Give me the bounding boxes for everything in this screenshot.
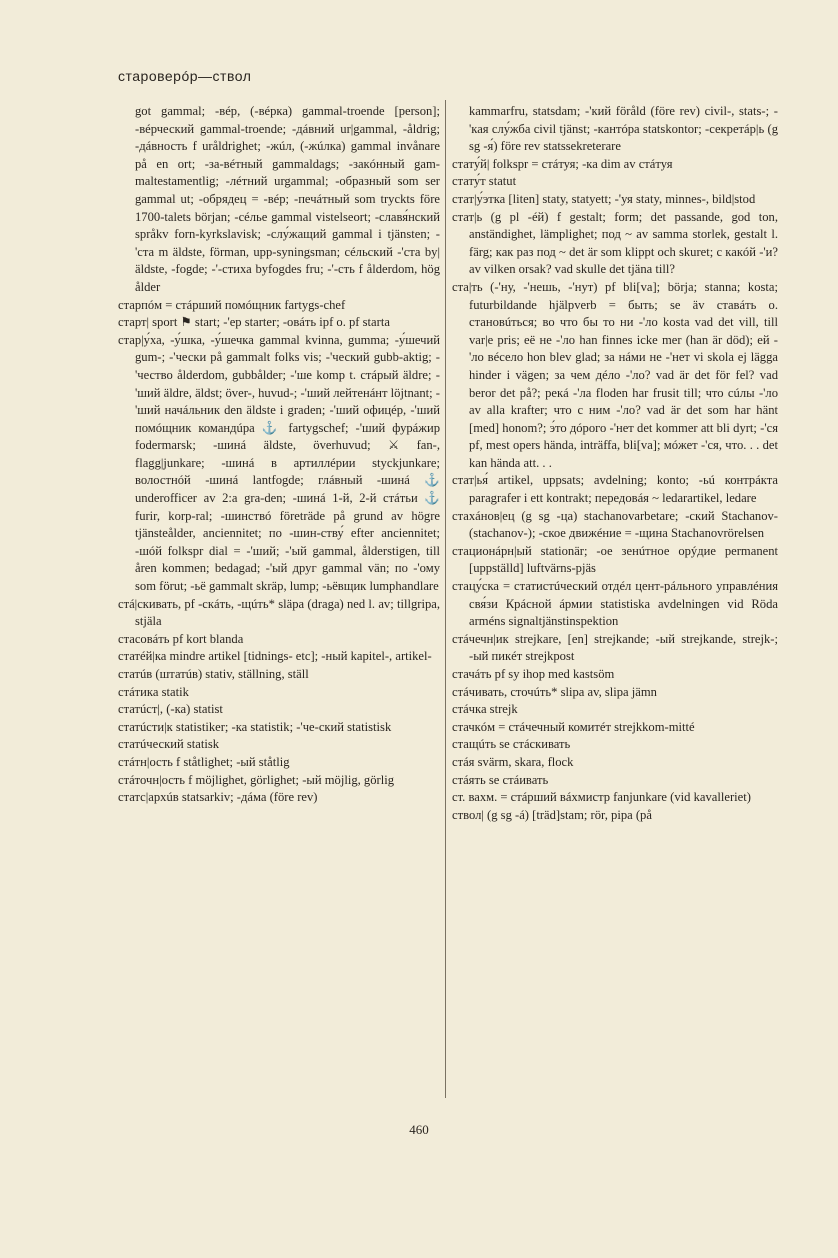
left-column [118,103,440,807]
dictionary-entry: стасовáть pf kort blanda [118,631,244,646]
dictionary-entry: стахáнов|ец (g sg -ца) stachanovarbetare; -ский Stachanov- (stachanov-); -ское движéние = -щина Stachanovrörelsen [452,508,778,541]
dictionary-entry: статéй|ка mindre artikel [tidnings- etc]; -ный kapitel-, artikel- [118,649,432,664]
dictionary-entry: статúст|, (-ка) statist [118,702,223,717]
dictionary-entry: ста|ть (-'ну, -'нешь, -'нут) pf bli[va]; börja; stanna; kosta; futurbildande hjälpverb = быть; se äv ставáть o. становúться; во что бы то ни -'ло kosta vad det vill, till var|e pris; её не -'ло han finnes icke mer (han är död); ей -'ло вéсело hon blev glad; за нáми не -'нет vi skola ej lägga hinder i vägen; за чем дéло -'ло? vad är det för fel? vad beror det på?; рекá -'ла floden har frusit till; что сúлы -'ло av alla krafter; что с ним -'ло? vad är det som har hänt [med] honom?; э́то дóрого -'нет det kommer att bli dyrt; -'ся pf, mest opers hända, inträffa, bli[va]; мóжет -'ся, что. . . det kan hända att. . . [452,279,778,470]
dictionary-entry: ствол| (g sg -á) [träd]stam; rör, pipa (på [452,807,652,822]
dictionary-entry: статúв (штатúв) stativ, ställning, ställ [118,667,309,681]
dictionary-entry: статúсти|к statistiker; -ка statistik; -'че-ский statistisk [118,719,392,734]
dictionary-entry: стачкóм = стáчечный комитéт strejkkom-mitté [452,719,695,734]
dictionary-entry: стат|у́этка [liten] staty, statyett; -'уя staty, minnes-, bild|stod [452,191,756,206]
page-number: 460 [409,1122,429,1137]
dictionary-entry: статс|архúв statsarkiv; -дáма (före rev) [118,790,318,805]
dictionary-entry: got gammal; -вéр, (-вéрка) gammal-troende [person]; -вéрческий gammal-troende; -дáвний ur|gammal, -åldrig; -дáвность f uråldrighet; -жúл, (-жúлка) gammal invånare på en ort; -за-вéтный gammaldags; -закóнный gam-maltestamentlig; -лéтний urgammal; -образный som ser gammal ut; -обрядец = -вéр; -печáтный som tryckts före 1700-talets början; -сéлье gammal vistelseort; -славя́нский språkv forn-kyrkslavisk; -слу́жащий gammal i tjänsten; -'ста m äldste, förman, upp-syningsman; сéльский -'ста by|äldste, -fogde; -'-стиха byfogdes fru; -'-сть f ålderdom, hög ålder [135,104,440,294]
dictionary-entry: стат|ья́ artikel, uppsats; avdelning; konto; -ьú контрáкта paragrafer i ett kontrakt; передовáя ~ ledarartikel, ledare [452,473,778,506]
dictionary-entry: стáточн|ость f möjlighet, görlighet; -ый möjlig, görlig [118,772,395,787]
dictionary-entry: kammarfru, statsdam; -'кий föråld (före rev) civil-, stats-; -'кая слу́жба civil tjänst; -кантóра statskontor; -секретáр|ь (g sg -я́) före rev statssekreterare [469,104,778,154]
dictionary-entry: стáя svärm, skara, flock [452,754,574,769]
dictionary-entry: статúческий statisk [118,737,220,752]
right-column [452,103,778,824]
dictionary-entry: стату́й| folkspr = стáтуя; -ка dim av стáтуя [452,156,673,171]
running-head: староверóр—ствол [118,68,252,84]
dictionary-entry: стáять se стáивать [452,772,549,787]
dictionary-entry: стáтика statik [118,684,189,699]
dictionary-entry: ст. вахм. = стáрший вáхмистр fanjunkare (vid kavalleriet) [452,790,751,805]
dictionary-entry: старпóм = стáрший помóщник fartygs-chef [118,297,346,312]
dictionary-entry: стационáрн|ый stationär; -ое зенúтное орýдие permanent [uppställd] luftvärns-pjäs [452,543,778,576]
dictionary-entry: стáтн|ость f ståtlighet; -ый ståtlig [118,754,290,769]
dictionary-entry: стату́т statut [452,174,517,189]
dictionary-entry: стат|ь (g pl -éй) f gestalt; form; det passande, god ton, anständighet, lämplighet; под ~ av samma storlek, gestalt l. färg; как раз под ~ det är som klippt och skuret; с какóй -'и? av vilken orsak? vad skulle det tjäna till? [452,209,778,277]
dictionary-entry: стá|скивать, pf -скáть, -щúть* släpa (draga) ned l. av; tillgripa, stjäla [118,596,440,629]
dictionary-entry: стацу́ска = статистúческий отдéл цент-рáльного управлéния свя́зи Крáсной áрмии statistiska avdelningen vid Röda arméns signaltjänstinspektion [452,579,778,629]
dictionary-entry: стащúть se стáскивать [452,737,571,752]
dictionary-entry: стáчечн|ик strejkare, [en] strejkande; -ый strejkande, strejk-; -ый пикéт strejkpost [452,631,778,664]
dictionary-entry: старт| sport ⚑ start; -'ер starter; -овáть ipf o. pf starta [118,315,390,330]
dictionary-entry: стáчивать, сточúть* slipa av, slipa jämn [452,684,657,699]
dictionary-entry: стачáть pf sy ihop med kastsöm [452,667,615,681]
dictionary-entry: стáчка strejk [452,702,518,717]
column-divider [445,100,446,1098]
dictionary-entry: стар|у́ха, -у́шка, -у́шечка gammal kvinna, gumma; -у́шечий gum-; -'чески på gammalt folks vis; -'ческий gubb-aktig; -'чество ålderdom, gubbålder; -'ше komp t. стáрый äldre; -'ший äldre, äldst; över-, huvud-; -'ший лейтенáнт löjtnant; -'ший начáльник den äldste i graden; -'ший офицéр, -'ший помóщник командúра ⚓ fartygschef; -'ший фурáжир fodermarsk; -шинá äldste, överhuvud; ⚔ fan-, flagg|junkare; -шинá в артиллéрии styckjunkare; волостнóй -шинá lantfogde; глáвный -шинá ⚓ underofficer av 2:a gra-den; -шинá 1-й, 2-й стáтьи ⚓ furir, korp-ral; -шинствó företräde på grund av högre tjänsteålder, anciennitet; по -шин-ству́ efter anciennitet; -шóй folkspr dial = -'ший; -'ый gammal, ålderstigen, till åren kommen; bedagad; -'ый друг gammal vän; по -'ому som förut; -ьё gammalt skräp, lump; -ьёвщик lumphandlare [118,332,440,594]
